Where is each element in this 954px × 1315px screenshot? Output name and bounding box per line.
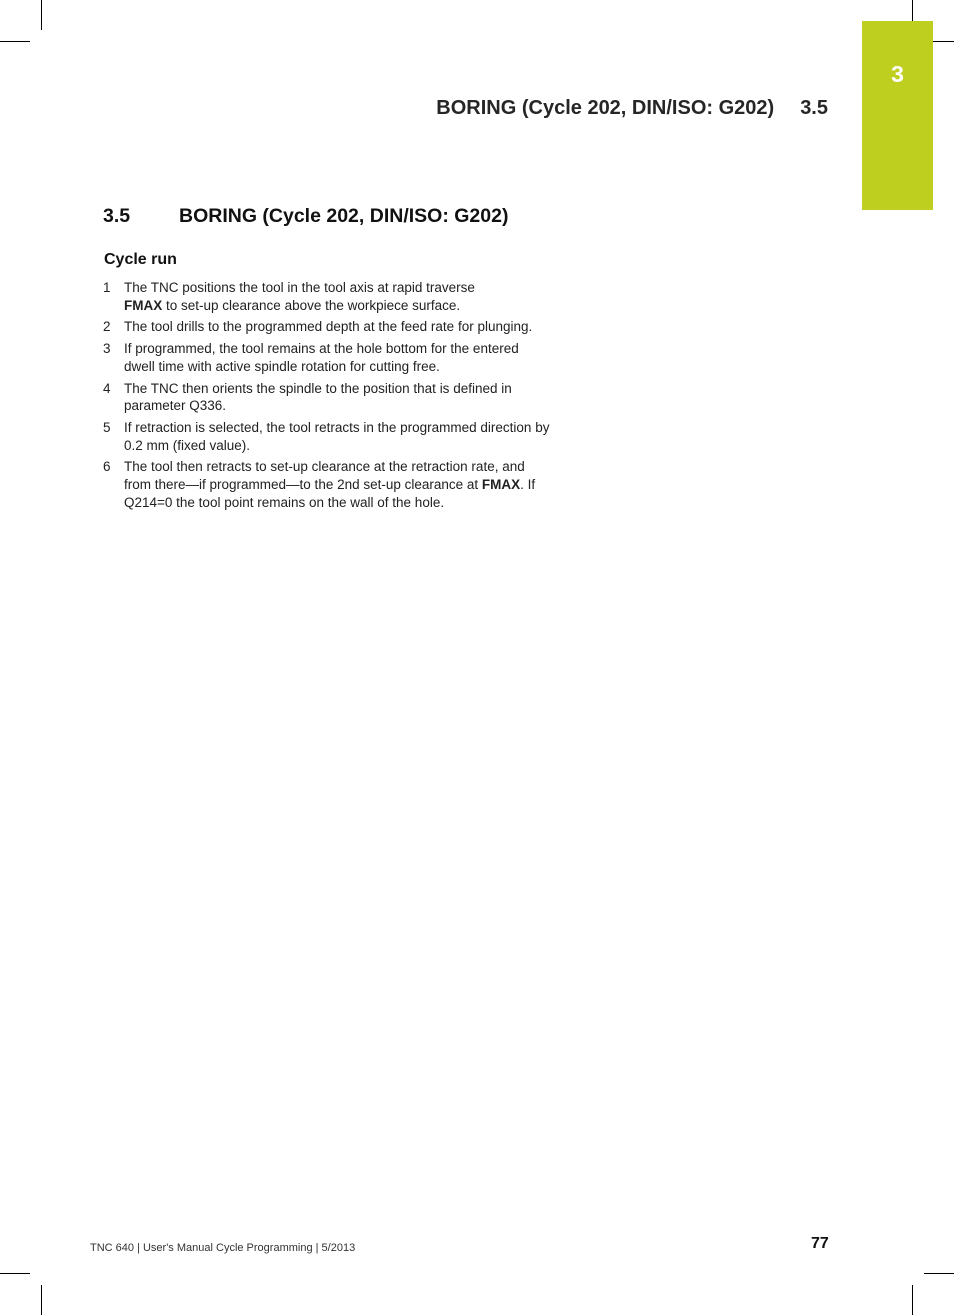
step-number: 5 bbox=[103, 419, 111, 435]
step-number: 4 bbox=[103, 380, 111, 396]
running-head bbox=[436, 97, 828, 120]
step-text: to set-up clearance above the workpiece surface. bbox=[162, 297, 461, 313]
crop-mark bbox=[924, 1273, 954, 1274]
step-text: The tool drills to the programmed depth at the feed rate for plunging. bbox=[124, 319, 533, 335]
chapter-number: 3 bbox=[891, 61, 904, 87]
list-item bbox=[103, 458, 553, 511]
crop-mark bbox=[912, 1285, 913, 1315]
step-text: . If Q214=0 the tool point remains on the wall of the hole. bbox=[124, 477, 536, 510]
crop-mark bbox=[0, 41, 30, 42]
step-text: The tool then retracts to set-up clearance at the retraction rate, and from there—if programmed—to the 2nd set-up clearance at bbox=[124, 459, 525, 493]
list-item bbox=[103, 419, 553, 454]
running-head-number: 3.5 bbox=[800, 97, 828, 119]
step-text: The TNC positions the tool in the tool axis at rapid traverse bbox=[124, 280, 475, 295]
running-head-title: BORING (Cycle 202, DIN/ISO: G202) bbox=[436, 97, 775, 119]
step-text: The TNC then orients the spindle to the position that is defined in parameter Q336. bbox=[124, 380, 512, 414]
list-item bbox=[103, 380, 553, 415]
chapter-tab bbox=[862, 21, 933, 210]
subsection-heading: Cycle run bbox=[104, 251, 177, 268]
step-number: 3 bbox=[103, 341, 111, 357]
page-number: 77 bbox=[811, 1235, 829, 1252]
step-keyword: FMAX bbox=[124, 297, 163, 313]
list-item bbox=[103, 340, 553, 375]
step-keyword: FMAX bbox=[481, 477, 521, 493]
crop-mark bbox=[41, 1285, 42, 1315]
step-text: If programmed, the tool remains at the hole bottom for the entered dwell time with active spindle rotation for cutting free. bbox=[124, 341, 519, 374]
crop-mark bbox=[41, 0, 42, 30]
section-title-text: BORING (Cycle 202, DIN/ISO: G202) bbox=[179, 205, 509, 227]
crop-mark bbox=[0, 1273, 30, 1274]
list-item bbox=[103, 318, 553, 336]
step-number: 6 bbox=[103, 459, 111, 475]
section-title bbox=[103, 205, 508, 228]
step-number: 1 bbox=[103, 280, 111, 295]
step-number: 2 bbox=[103, 319, 111, 335]
step-text: If retraction is selected, the tool retracts in the programmed direction by 0.2 mm (fixed value). bbox=[124, 419, 550, 453]
step-list bbox=[103, 279, 553, 515]
section-number: 3.5 bbox=[103, 205, 131, 227]
list-item bbox=[103, 279, 553, 314]
footer-text: TNC 640 | User's Manual Cycle Programming | 5/2013 bbox=[90, 1242, 356, 1254]
